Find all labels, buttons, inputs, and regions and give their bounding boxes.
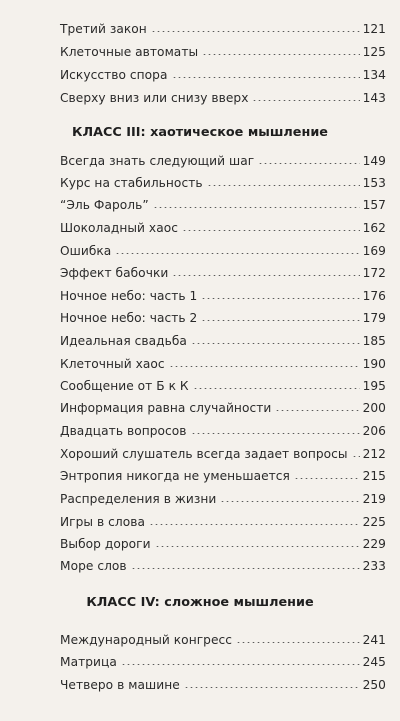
toc-entry-title: Двадцать вопросов <box>60 424 187 438</box>
toc-entry <box>60 631 386 649</box>
toc-entry-page: 172 <box>362 266 386 280</box>
toc-entry-title: Искусство спора <box>60 68 168 82</box>
toc-entry-page: 195 <box>362 379 386 393</box>
toc-entry-page: 233 <box>362 559 386 573</box>
toc-entry <box>60 467 386 485</box>
toc-entry-title: Ночное небо: часть 1 <box>60 289 198 303</box>
dot-leader <box>201 320 359 321</box>
toc-entry-page: 241 <box>362 633 386 647</box>
toc-entry <box>60 174 386 192</box>
toc-entry-page: 179 <box>362 311 386 325</box>
toc-entry-page: 125 <box>362 45 386 59</box>
toc-entry-page: 206 <box>362 424 386 438</box>
toc-entry-page: 169 <box>362 244 386 258</box>
toc-entry-title: Распределения в жизни <box>60 492 217 506</box>
toc-entry-page: 153 <box>362 176 386 190</box>
toc-entry <box>60 422 386 440</box>
dot-leader <box>172 77 360 78</box>
toc-entry-title: Всегда знать следующий шаг <box>60 154 255 168</box>
toc-entry <box>60 264 386 282</box>
toc-entry-title: Эффект бабочки <box>60 266 169 280</box>
dot-leader <box>153 207 360 208</box>
toc-entry <box>60 676 386 694</box>
dot-leader <box>149 524 360 525</box>
dot-leader <box>202 54 359 55</box>
toc-entry-title: Курс на стабильность <box>60 176 203 190</box>
toc-entry <box>60 66 386 84</box>
toc-entry <box>60 653 386 671</box>
toc-entry <box>60 89 386 107</box>
toc-entry-page: 162 <box>362 221 386 235</box>
toc-entry-title: Море слов <box>60 559 127 573</box>
toc-entry-title: Сверху вниз или снизу вверх <box>60 91 249 105</box>
dot-leader <box>169 366 360 367</box>
toc-entry-title: Энтропия никогда не уменьшается <box>60 469 290 483</box>
toc-entry <box>60 355 386 373</box>
toc-entry <box>60 377 386 395</box>
toc-entry <box>60 152 386 170</box>
dot-leader <box>182 230 360 231</box>
toc-entry-title: Информация равна случайности <box>60 401 272 415</box>
toc-entry-title: Сообщение от Б к К <box>60 379 189 393</box>
dot-leader <box>201 298 359 299</box>
dot-leader <box>275 410 359 411</box>
toc-entry-title: Международный конгресс <box>60 633 232 647</box>
toc-entry <box>60 513 386 531</box>
toc-entry <box>60 557 386 575</box>
dot-leader <box>252 100 359 101</box>
toc-entry-title: Клеточный хаос <box>60 357 165 371</box>
dot-leader <box>294 478 360 479</box>
toc-entry-page: 229 <box>362 537 386 551</box>
toc-entry <box>60 309 386 327</box>
dot-leader <box>151 31 360 32</box>
toc-entry-page: 176 <box>362 289 386 303</box>
toc-entry-page: 143 <box>362 91 386 105</box>
toc-entry-title: Идеальная свадьба <box>60 334 187 348</box>
dot-leader <box>155 546 360 547</box>
dot-leader <box>220 501 359 502</box>
toc-entry-title: Ночное небо: часть 2 <box>60 311 198 325</box>
toc-entry-page: 190 <box>362 357 386 371</box>
toc-entry <box>60 399 386 417</box>
toc-entry <box>60 287 386 305</box>
dot-leader <box>207 185 360 186</box>
dot-leader <box>121 664 360 665</box>
toc-entry-page: 200 <box>362 401 386 415</box>
toc-entry-page: 219 <box>362 492 386 506</box>
toc-entry-title: Хороший слушатель всегда задает вопросы <box>60 447 348 461</box>
toc-entry-title: Шоколадный хаос <box>60 221 178 235</box>
dot-leader <box>115 253 359 254</box>
toc-entry-title: Игры в слова <box>60 515 146 529</box>
toc-entry-page: 157 <box>362 198 386 212</box>
toc-entry <box>60 242 386 260</box>
toc-entry-title: “Эль Фароль” <box>60 198 149 212</box>
dot-leader <box>258 163 359 164</box>
toc-entry <box>60 445 386 463</box>
toc-entry-page: 245 <box>362 655 386 669</box>
dot-leader <box>184 687 360 688</box>
toc-entry-title: Третий закон <box>60 22 147 36</box>
toc-entry <box>60 332 386 350</box>
section-heading: КЛАСС IV: сложное мышление <box>86 595 314 610</box>
toc-entry-page: 250 <box>362 678 386 692</box>
section-heading: КЛАСС III: хаотическое мышление <box>72 125 328 140</box>
dot-leader <box>191 343 360 344</box>
dot-leader <box>193 388 360 389</box>
dot-leader <box>236 642 360 643</box>
dot-leader <box>131 568 360 569</box>
toc-entry <box>60 20 386 38</box>
toc-entry <box>60 490 386 508</box>
toc-entry-title: Выбор дороги <box>60 537 151 551</box>
toc-entry-page: 149 <box>362 154 386 168</box>
dot-leader <box>191 433 360 434</box>
toc-entry <box>60 219 386 237</box>
toc-entry-page: 212 <box>362 447 386 461</box>
toc-entry <box>60 43 386 61</box>
toc-entry-page: 185 <box>362 334 386 348</box>
dot-leader <box>172 275 359 276</box>
toc-entry-page: 121 <box>362 22 386 36</box>
toc-entry-page: 215 <box>362 469 386 483</box>
toc-entry <box>60 535 386 553</box>
toc-entry-page: 225 <box>362 515 386 529</box>
dot-leader <box>352 456 360 457</box>
toc-entry-title: Ошибка <box>60 244 112 258</box>
toc-entry-page: 134 <box>362 68 386 82</box>
toc-entry-title: Клеточные автоматы <box>60 45 199 59</box>
toc-entry-title: Матрица <box>60 655 117 669</box>
toc-entry <box>60 196 386 214</box>
toc-entry-title: Четверо в машине <box>60 678 180 692</box>
